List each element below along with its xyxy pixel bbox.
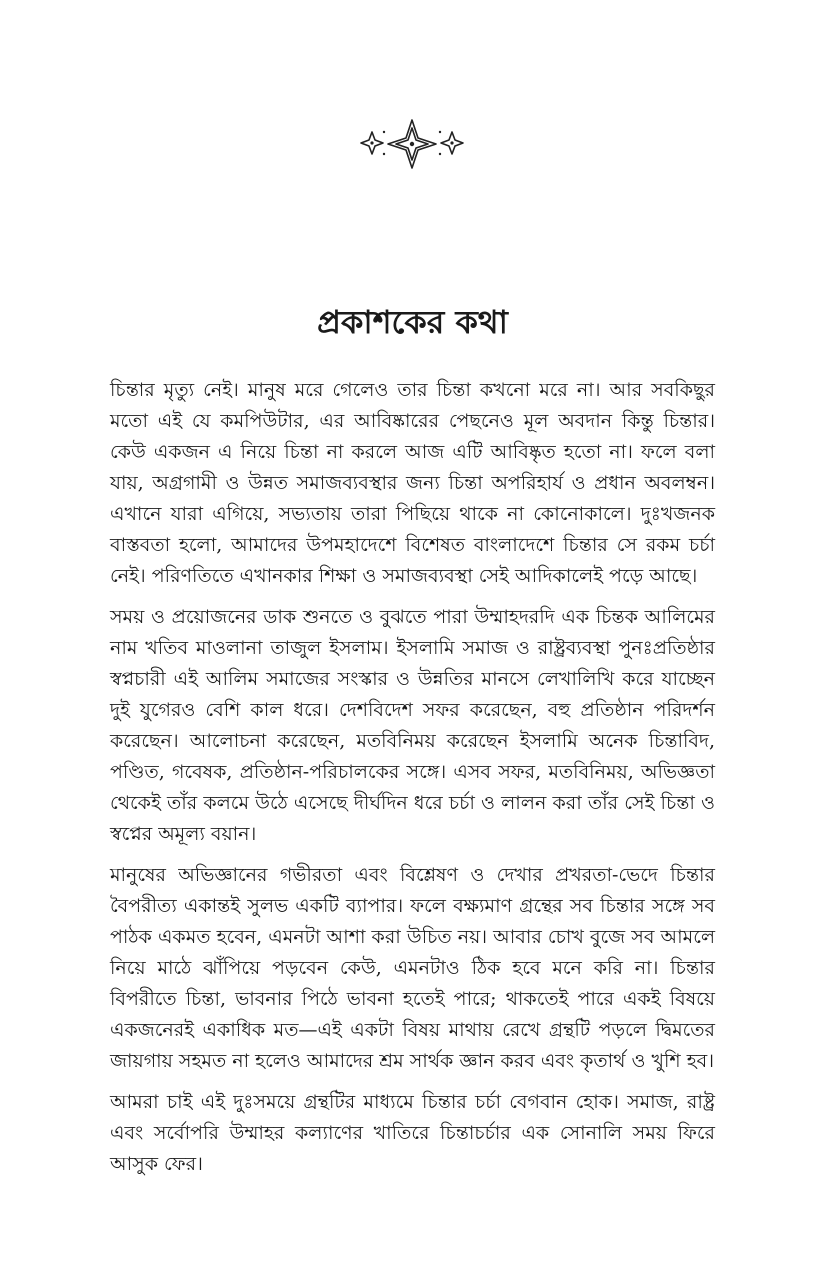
paragraph: সময় ও প্রয়োজনের ডাক শুনতে ও বুঝতে পারা উম্মাহদরদি এক চিন্তক আলিমের নাম খতিব মাওলানা তাজুল ইসলাম। ইসলামি সমাজ ও রাষ্ট্রব্যবস্থা পুনঃপ্রতিষ্ঠার স্বপ্নচারী এই আলিম সমাজের সংস্কার ও উন্নতির মানসে লেখালিখি করে যাচ্ছেন দুই যুগেরও বেশি কাল ধরে। দেশবিদেশ সফর করেছেন, বহু প্রতিষ্ঠান পরিদর্শন করেছেন। আলোচনা করেছেন, মতবিনিময় করেছেন ইসলামি অনেক চিন্তাবিদ, পণ্ডিত, গবেষক, প্রতিষ্ঠান-পরিচালকের সঙ্গে। এসব সফর, মতবিনিময়, অভিজ্ঞতা থেকেই তাঁর কলমে উঠে এসেছে দীর্ঘদিন ধরে চর্চা ও লালন করা তাঁর সেই চিন্তা ও স্বপ্নের অমূল্য বয়ান।: [110, 606, 715, 845]
body-text: [110, 375, 715, 1190]
page-title: প্রকাশকের কথা: [317, 303, 508, 341]
paragraph: চিন্তার মৃত্যু নেই। মানুষ মরে গেলেও তার চিন্তা কখনো মরে না। আর সবকিছুর মতো এই যে কমপিউটার, এর আবিষ্কারের পেছনেও মূল অবদান কিন্তু চিন্তার। কেউ একজন এ নিয়ে চিন্তা না করলে আজ এটি আবিষ্কৃত হতো না। ফলে বলা যায়, অগ্রগামী ও উন্নত সমাজব্যবস্থার জন্য চিন্তা অপরিহার্য ও প্রধান অবলম্বন। এখানে যারা এগিয়ে, সভ্যতায় তারা পিছিয়ে থাকে না কোনোকালে। দুঃখজনক বাস্তবতা হলো, আমাদের উপমহাদেশে বিশেষত বাংলাদেশে চিন্তার সে রকম চর্চা নেই। পরিণতিতে এখানকার শিক্ষা ও সমাজব্যবস্থা সেই আদিকালেই পড়ে আছে।: [110, 379, 715, 587]
ornament-icon: [358, 118, 466, 170]
paragraph: আমরা চাই এই দুঃসময়ে গ্রন্থটির মাধ্যমে চিন্তার চর্চা বেগবান হোক। সমাজ, রাষ্ট্র এবং সর্বোপরি উম্মাহর কল্যাণের খাতিরে চিন্তাচর্চার এক সোনালি সময় ফিরে আসুক ফের।: [110, 1091, 715, 1175]
paragraph: মানুষের অভিজ্ঞানের গভীরতা এবং বিশ্লেষণ ও দেখার প্রখরতা-ভেদে চিন্তার বৈপরীত্য একান্তই সুলভ একটি ব্যাপার। ফলে বক্ষ্যমাণ গ্রন্থের সব চিন্তার সঙ্গে সব পাঠক একমত হবেন, এমনটা আশা করা উচিত নয়। আবার চোখ বুজে সব আমলে নিয়ে মাঠে ঝাঁপিয়ে পড়বেন কেউ, এমনটাও ঠিক হবে মনে করি না। চিন্তার বিপরীতে চিন্তা, ভাবনার পিঠে ভাবনা হতেই পারে; থাকতেই পারে একই বিষয়ে একজনেরই একাধিক মত—এই একটা বিষয় মাথায় রেখে গ্রন্থটি পড়লে দ্বিমতের জায়গায় সহমত না হলেও আমাদের শ্রম সার্থক জ্ঞান করব এবং কৃতার্থ ও খুশি হব।: [110, 864, 715, 1072]
